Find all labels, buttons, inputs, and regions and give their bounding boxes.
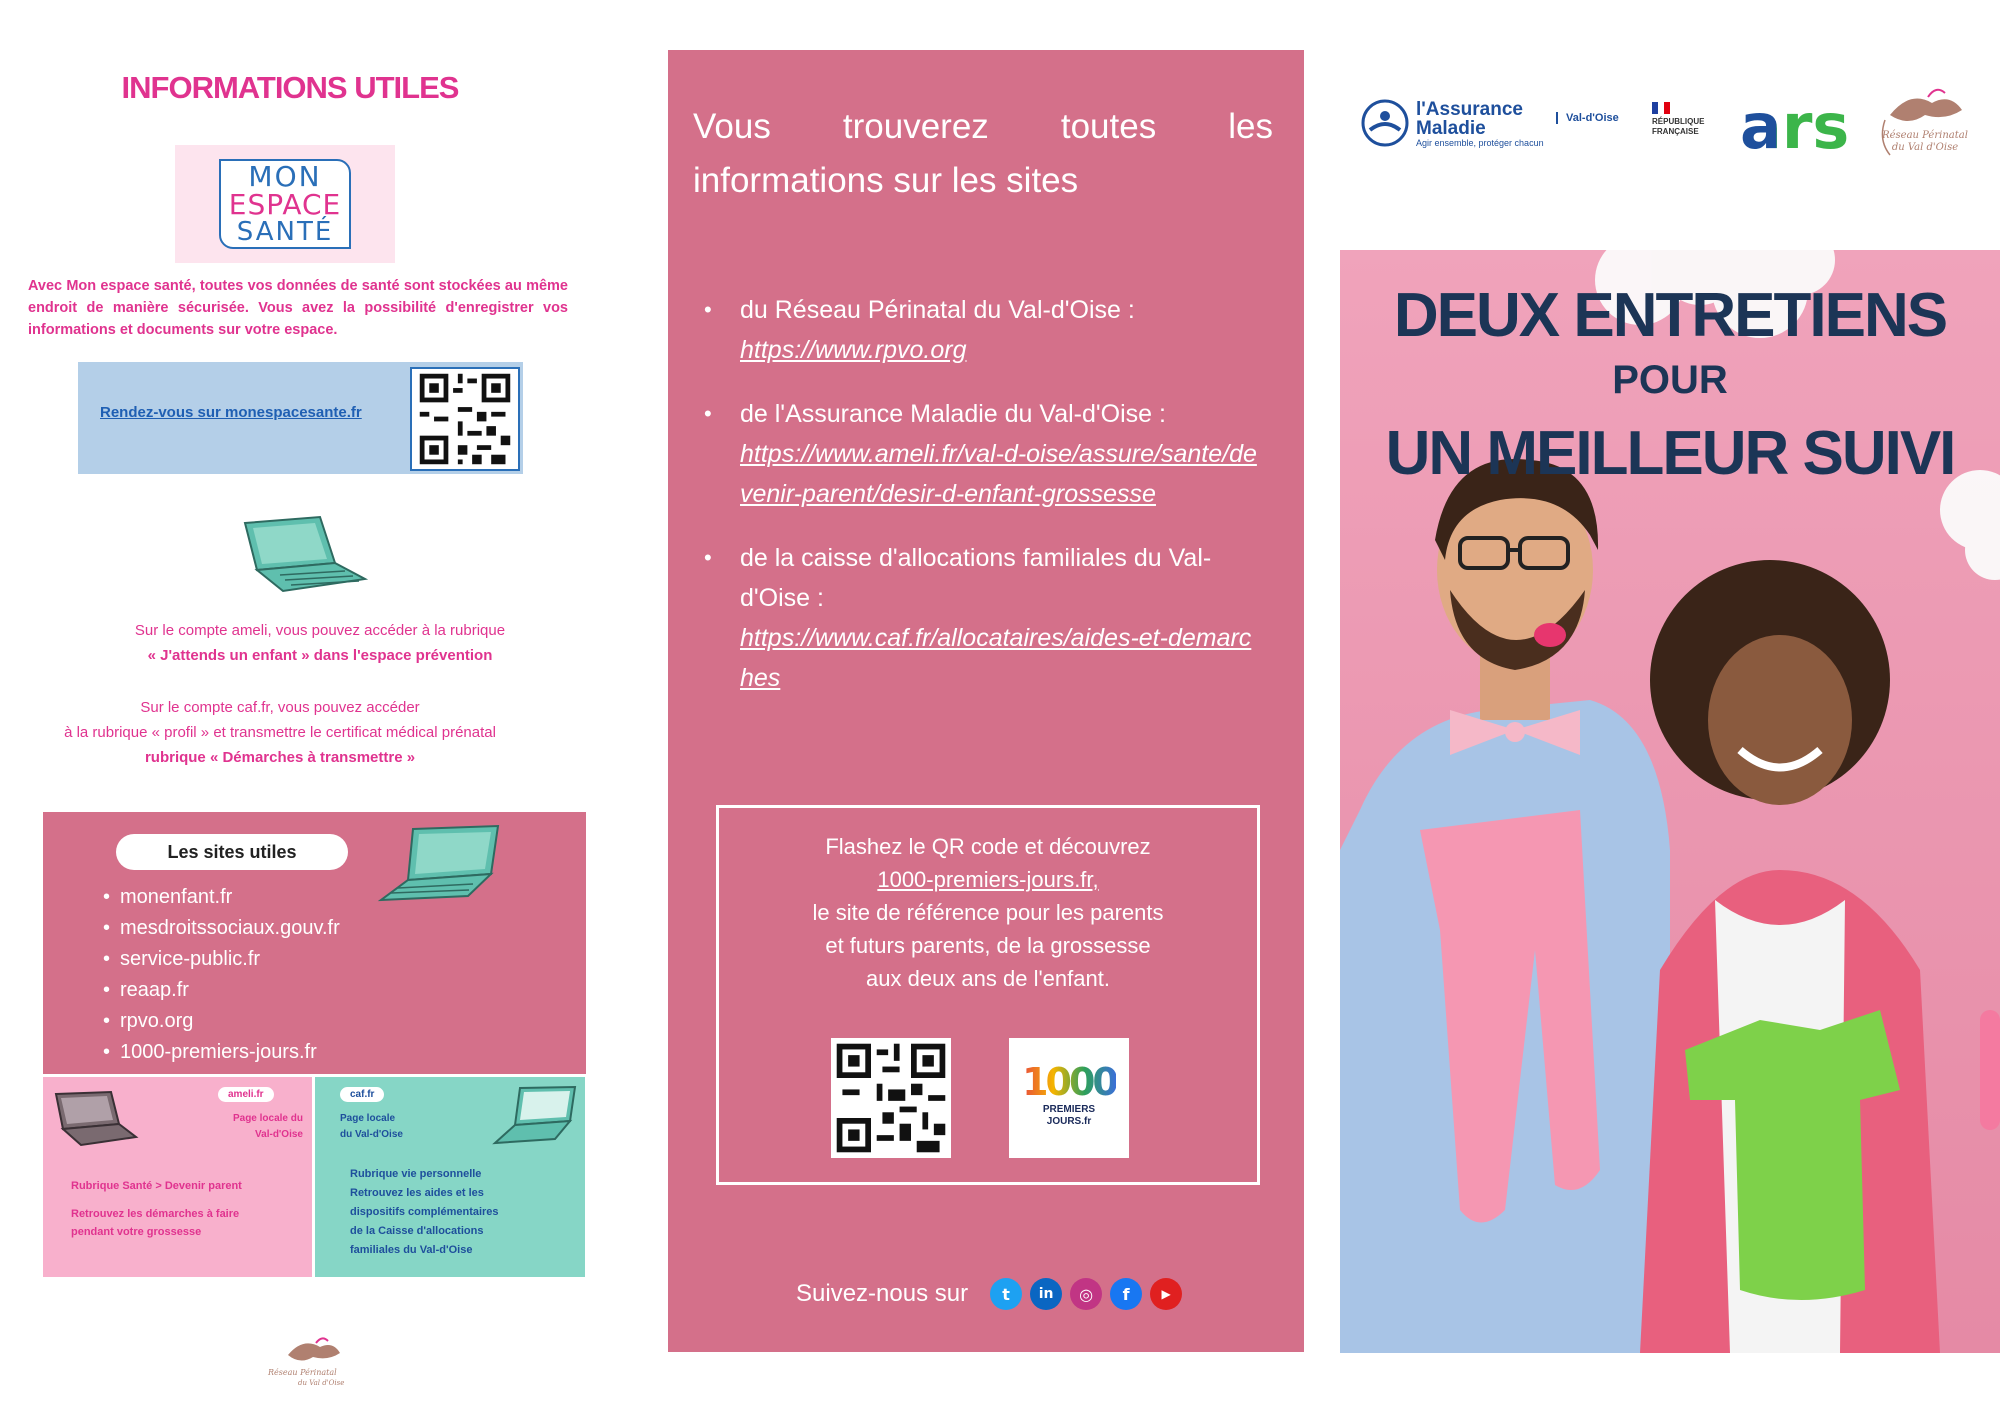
- logo-1000-text2: JOURS.fr: [1046, 1116, 1092, 1127]
- facebook-icon[interactable]: f: [1110, 1278, 1142, 1310]
- ars-logo: ars: [1740, 90, 1850, 163]
- caf-tag: caf.fr: [340, 1087, 384, 1102]
- instagram-icon[interactable]: ◎: [1070, 1278, 1102, 1310]
- site-item[interactable]: • mesdroitssociaux.gouv.fr: [103, 913, 340, 944]
- mes-logo-line1: MON: [248, 160, 322, 193]
- caf-page-line1: Page locale: [340, 1113, 396, 1124]
- svg-text:du Val d'Oise: du Val d'Oise: [298, 1379, 345, 1387]
- cover-image: [1340, 250, 2000, 1353]
- follow-text: Suivez-nous sur: [796, 1280, 969, 1307]
- info-site-label: de la caisse d'allocations familiales du Val-d'Oise :: [740, 544, 1212, 612]
- assurance-maladie-logo: [1358, 100, 1544, 148]
- assurance-maladie-icon: [1358, 98, 1412, 148]
- info-site-item: [698, 394, 1258, 514]
- laptop-icon: [51, 1089, 141, 1154]
- ameli-line1: l'Assurance: [1416, 99, 1523, 120]
- ameli-note: [0, 618, 640, 668]
- caf-text-line3: dispositifs complémentaires: [350, 1206, 499, 1218]
- logo-1000-text1: PREMIERS: [1042, 1104, 1096, 1115]
- laptop-icon: [490, 1085, 580, 1150]
- info-site-item: [698, 290, 1258, 370]
- qr-code-icon[interactable]: [410, 367, 520, 471]
- info-site-link[interactable]: https://www.caf.fr/allocataires/aides-et-demarches: [740, 624, 1252, 692]
- flash-line3: et futurs parents, de la grossesse: [825, 933, 1151, 958]
- qr-code-icon[interactable]: [831, 1038, 951, 1158]
- ameli-find-line1: Retrouvez les démarches à faire: [71, 1208, 240, 1220]
- ameli-box: [43, 1077, 312, 1277]
- ameli-page-line1: Page locale du: [232, 1113, 303, 1124]
- info-site-link[interactable]: https://www.ameli.fr/val-d-oise/assure/sante/devenir-parent/desir-d-enfant-grossesse: [740, 440, 1257, 508]
- cover-title-line3: UN MEILLEUR SUIVI: [1385, 419, 1955, 488]
- caf-text-line4: de la Caisse d'allocations: [350, 1225, 484, 1237]
- middle-title: Vous trouverez toutes les informations sur les sites: [693, 107, 1273, 200]
- laptop-icon: [373, 824, 513, 909]
- flash-line2: le site de référence pour les parents: [812, 900, 1164, 925]
- twitter-icon[interactable]: t: [990, 1278, 1022, 1310]
- ameli-tagline: Agir ensemble, protéger chacun: [1416, 138, 1544, 148]
- partner-logos: [1340, 80, 2000, 170]
- sites-utiles-box: [43, 812, 586, 1074]
- ameli-note-line1: Sur le compte ameli, vous pouvez accéder à la rubrique: [134, 622, 506, 639]
- ameli-tag: ameli.fr: [218, 1087, 274, 1102]
- laptop-icon: [235, 515, 375, 600]
- flash-link[interactable]: 1000-premiers-jours.fr,: [877, 867, 1099, 892]
- sites-list: [103, 882, 340, 1068]
- ameli-page-line2: Val-d'Oise: [255, 1129, 303, 1140]
- caf-note: [0, 695, 560, 770]
- republique-logo: [1652, 102, 1704, 137]
- rf-line1: RÉPUBLIQUE: [1652, 117, 1705, 126]
- caf-box: [315, 1077, 585, 1277]
- follow-us: [796, 1278, 1182, 1310]
- cover-illustration: [1340, 250, 2000, 1353]
- mes-description: Avec Mon espace santé, toutes vos données de santé sont stockées au même endroit de manière sécurisée. Vous avez la possibilité d'enregistrer vos informations et documents sur votre espace.: [28, 278, 568, 338]
- rdv-link[interactable]: Rendez-vous sur monespacesante.fr: [100, 404, 362, 421]
- rpvo-logo: [1850, 85, 2000, 165]
- site-item[interactable]: • service-public.fr: [103, 944, 340, 975]
- caf-text-line2: Retrouvez les aides et les: [350, 1187, 484, 1199]
- left-panel: [0, 0, 620, 1410]
- mes-logo-line3: SANTÉ: [236, 217, 334, 247]
- mon-espace-sante-logo: [175, 145, 395, 263]
- caf-text-line5: familiales du Val-d'Oise: [350, 1244, 473, 1256]
- val-doise-label: Val-d'Oise: [1556, 112, 1619, 124]
- middle-panel: [668, 50, 1304, 1352]
- caf-note-line2: à la rubrique « profil » et transmettre le certificat médical prénatal: [64, 724, 496, 741]
- site-item[interactable]: • 1000-premiers-jours.fr: [103, 1037, 340, 1068]
- caf-page-line2: du Val-d'Oise: [340, 1129, 403, 1140]
- caf-note-line1: Sur le compte caf.fr, vous pouvez accéder: [140, 699, 420, 716]
- ameli-note-line2: « J'attends un enfant » dans l'espace prévention: [147, 647, 493, 664]
- caf-note-line3: rubrique « Démarches à transmettre »: [144, 749, 416, 766]
- flash-text: [719, 830, 1257, 995]
- site-item[interactable]: • reaap.fr: [103, 975, 340, 1006]
- linkedin-icon[interactable]: in: [1030, 1278, 1062, 1310]
- rpvo-line1: Réseau Périnatal: [1882, 130, 1968, 141]
- logo-1000-number: 1000: [1022, 1060, 1116, 1104]
- ameli-line2: Maladie: [1416, 118, 1486, 139]
- svg-text:Réseau Périnatal: Réseau Périnatal: [268, 1368, 337, 1377]
- info-site-link[interactable]: https://www.rpvo.org: [740, 336, 967, 364]
- flash-qr-box: [716, 805, 1260, 1185]
- rpvo-line2: du Val d'Oise: [1891, 142, 1959, 153]
- rpvo-logo: [258, 1335, 368, 1395]
- info-site-label: de l'Assurance Maladie du Val-d'Oise :: [740, 400, 1166, 428]
- site-item[interactable]: • rpvo.org: [103, 1006, 340, 1037]
- cover-title-line1: DEUX ENTRETIENS: [1393, 281, 1947, 350]
- youtube-icon[interactable]: ▶: [1150, 1278, 1182, 1310]
- info-sites-list: [698, 290, 1258, 722]
- rf-line2: FRANÇAISE: [1652, 127, 1699, 136]
- info-site-item: [698, 538, 1258, 698]
- logo-1000-premiers-jours[interactable]: [1009, 1038, 1129, 1158]
- flash-line4: aux deux ans de l'enfant.: [866, 966, 1110, 991]
- site-item[interactable]: • monenfant.fr: [103, 882, 340, 913]
- ameli-rubrique: Rubrique Santé > Devenir parent: [71, 1180, 242, 1192]
- cover-title-line2: POUR: [1612, 358, 1728, 402]
- mes-logo-line2: ESPACE: [228, 188, 342, 221]
- informations-heading: INFORMATIONS UTILES: [121, 70, 459, 105]
- info-site-label: du Réseau Périnatal du Val-d'Oise :: [740, 296, 1135, 324]
- sites-title: Les sites utiles: [116, 834, 348, 870]
- ameli-find-line2: pendant votre grossesse: [71, 1226, 202, 1238]
- flash-line1: Flashez le QR code et découvrez: [825, 834, 1151, 859]
- caf-text-line1: Rubrique vie personnelle: [350, 1168, 482, 1180]
